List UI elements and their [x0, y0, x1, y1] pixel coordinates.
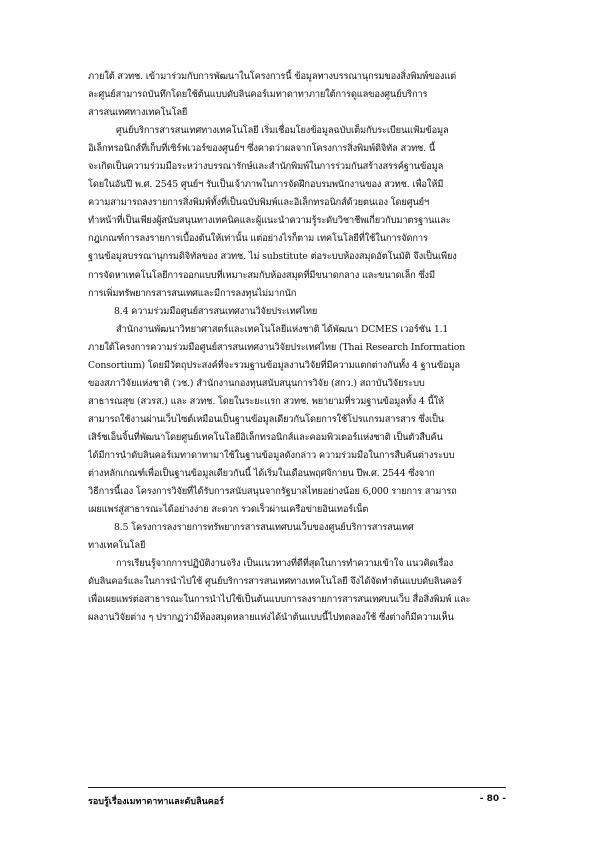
text-line: ผลงานวิจัยต่าง ๆ ปรากฏว่ามีห้องสมุดหลายแห่งได้นำต้นแบบนี้ไปทดลองใช้ ซึ่งต่างก็มีความเห็น — [88, 612, 454, 624]
text-line: ของสภาวิจัยแห่งชาติ (วช.) สำนักงานกองทุนสนับสนุนการวิจัย (สกว.) สถาบันวิจัยระบบ — [88, 377, 425, 389]
section-heading-continuation: ทางเทคโนโลยี — [88, 540, 146, 552]
text-line: ละศูนย์สามารถบันทึกโดยใช้ต้นแบบดับลินคอร์เมทาดาทาภายใต้การดูแลของศูนย์บริการ — [88, 89, 428, 101]
paragraph-first-line: การเรียนรู้จากการปฏิบัติงานจริง เป็นแนวทางที่ดีที่สุดในการทำความเข้าใจ แนวคิดเรื่อง — [116, 558, 454, 570]
text-line: ภายใต้ สวทช. เข้ามาร่วมกับการพัฒนาในโครงการนี้ ข้อมูลทางบรรณานุกรมของสิ่งพิมพ์ของแต่ — [88, 71, 457, 82]
paragraph-first-line: สำนักงานพัฒนาวิทยาศาสตร์และเทคโนโลยีแห่งชาติ ได้พัฒนา DCMES เวอร์ชัน 1.1 — [116, 323, 449, 335]
text-line: ความสามารถลงรายการสิ่งพิมพ์ทั้งที่เป็นฉบับพิมพ์และอิเล็กทรอนิกส์ด้วยตนเอง โดยศูนย์ฯ — [88, 197, 430, 209]
text-line: การจัดหาเทคโนโลยีการออกแบบที่เหมาะสมกับห้องสมุดที่มีขนาดกลาง และขนาดเล็ก ซึ่งมี — [88, 269, 435, 281]
body-text — [88, 68, 506, 627]
text-line: ทำหน้าที่เป็นเพียงผู้สนับสนุนทางเทคนิคและผู้แนะนำความรู้ระดับวิชาชีพเกี่ยวกับมาตรฐานและ — [88, 215, 451, 227]
text-line: ต่างหลักเกณฑ์เพื่อเป็นฐานข้อมูลเดียวกันนี้ ได้เริ่มในเดือนพฤศจิกายน ปีพ.ศ. 2544 ซึ่งจาก — [88, 468, 435, 480]
text-line: สามารถใช้งานผ่านเว็บไซต์เหมือนเป็นฐานข้อมูลเดียวกันโดยการใช้โปรแกรมสารสาร ซึ่งเป็น — [88, 413, 444, 425]
text-line: เสิร์ชเอ็นจิ้นที่พัฒนาโดยศูนย์เทคโนโลยีอิเล็กทรอนิกส์และคอมพิวเตอร์แห่งชาติ เป็นตัวสืบค้น — [88, 431, 443, 443]
text-line: ภายใต้โครงการความร่วมมือศูนย์สารสนเทศงานวิจัยประเทศไทย (Thai Research Information — [88, 341, 466, 353]
text-line: อิเล็กทรอนิกส์ที่เก็บที่เซิร์ฟเวอร์ของศูนย์ฯ ซึ่งคาดว่าผลจากโครงการสิ่งพิมพ์ดิจิทัล สวทช. นี้ — [88, 143, 436, 155]
section-heading-8-5: 8.5 โครงการลงรายการทรัพยากรสารสนเทศบนเว็บของศูนย์บริการสารสนเทศ — [114, 522, 414, 534]
text-line: สาธารณสุข (สวรส.) และ สวทช. โดยในระยะแรก สวทช. พยายามที่รวมฐานข้อมูลทั้ง 4 นี้ให้ — [88, 395, 445, 407]
text-line: วิธีการนี้เอง โครงการวิจัยที่ได้รับการสนับสนุนจากรัฐบาลไทยอย่างน้อย 6,000 รายการ สามารถ — [88, 486, 457, 498]
text-line: เผยแพร่สู่สาธารณะได้อย่างง่าย สะดวก รวดเร็วผ่านเครือข่ายอินเทอร์เน็ต — [88, 504, 369, 516]
text-line: สารสนเทศทางเทคโนโลยี — [88, 107, 188, 119]
text-line: ดับลินคอร์และในการนำไปใช้ ศูนย์บริการสารสนเทศทางเทคโนโลยี จึงได้จัดทำต้นแบบดับลินคอร์ — [88, 576, 462, 588]
text-line: ได้มีการนำดับลินคอร์เมทาดาทามาใช้ในฐานข้อมูลดังกล่าว ความร่วมมือในการสืบค้นต่างระบบ — [88, 449, 455, 461]
text-line: กฎเกณฑ์การลงรายการเบื้องต้นให้เท่านั้น แต่อย่างไรก็ตาม เทคโนโลยีที่ใช้ในการจัดการ — [88, 233, 428, 245]
page-number: - 80 - — [479, 794, 506, 804]
text-line: จะเกิดเป็นความร่วมมือระหว่างบรรณารักษ์และสำนักพิมพ์ในการร่วมกันสร้างสรรค์ฐานข้อมูล — [88, 161, 444, 173]
text-line: เพื่อเผยแพร่ต่อสาธารณะในการนำไปใช้เป็นต้นแบบการลงรายการสารสนเทศบนเว็บ สื่อสิ่งพิมพ์ และ — [88, 594, 471, 606]
page-footer — [88, 787, 506, 812]
section-heading-8-4: 8.4 ความร่วมมือศูนย์สารสนเทศงานวิจัยประเทศไทย — [114, 305, 318, 317]
text-line: โดยในอันปี พ.ศ. 2545 ศูนย์ฯ รับเป็นเจ้าภาพในการจัดฝึกอบรมพนักงานของ สวทช. เพื่อให้มี — [88, 179, 444, 191]
text-line: ฐานข้อมูลบรรณานุกรมดิจิทัลของ สวทช. ไม่ substitute ต่อระบบห้องสมุดอัตโนมัติ จึงเป็นเพียง — [88, 251, 457, 263]
paragraph-first-line: ศูนย์บริการสารสนเทศทางเทคโนโลยี เริ่มเชื่อมโยงข้อมูลฉบับเต็มกับระเบียนแฟ้มข้อมูล — [116, 125, 449, 137]
text-line: Consortium) โดยมีวัตถุประสงค์ที่จะรวมฐานข้อมูลงานวิจัยที่มีความแตกต่างกันทั้ง 4 ฐานข้อมูล — [88, 359, 460, 371]
text-line: การเพิ่มทรัพยากรสารสนเทศและมีการลงทุนไม่มากนัก — [88, 287, 297, 299]
footer-title: รอบรู้เรื่องเมทาดาทาและดับลินคอร์ — [88, 797, 225, 807]
